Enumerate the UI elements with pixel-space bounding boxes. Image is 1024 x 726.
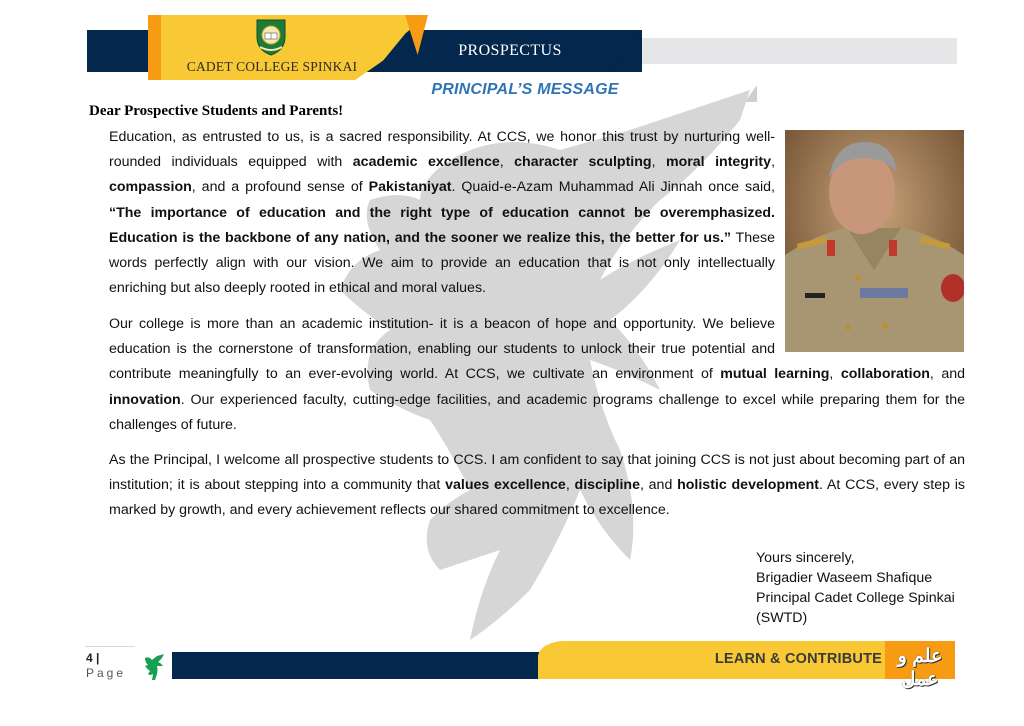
page-label: Page: [86, 666, 127, 680]
signoff-unit: (SWTD): [756, 610, 808, 626]
college-crest-icon: [254, 17, 288, 57]
header-grey-band: [600, 38, 957, 64]
page-number: 4 |: [86, 651, 100, 665]
emphasis-text: mutual learning: [720, 366, 830, 383]
body-text: . Quaid-e-Azam Muhammad Ali Jinnah once said,: [451, 179, 775, 196]
emphasis-text: Pakistaniyat: [368, 179, 452, 196]
body-text: . Our experienced faculty, cutting-edge facilities, and academic programs challenge to excel while preparing them for the challenges of future.: [109, 391, 965, 433]
emphasis-text: collaboration: [840, 366, 930, 383]
section-label: PROSPECTUS: [458, 42, 562, 59]
emphasis-text: innovation: [109, 391, 181, 408]
body-text: , and: [929, 366, 966, 383]
emphasis-text: moral integrity: [665, 154, 772, 171]
emphasis-text: holistic development: [677, 477, 820, 494]
footer-motto: LEARN & CONTRIBUTE: [714, 651, 882, 667]
body-text: Education, as entrusted to us, is a sacred responsibility. At CCS, we honor this trust by nurturing well-rounded individuals equipped with: [109, 129, 775, 171]
page-title: PRINCIPAL’S MESSAGE: [431, 81, 619, 98]
body-text: These words perfectly align with our vision. We aim to provide an education that is not only intellectually enriching but also deeply rooted in ethical and moral values.: [109, 229, 775, 297]
emphasis-text: compassion: [109, 179, 192, 196]
emphasis-text: discipline: [574, 477, 640, 494]
message-paragraph-1: [109, 125, 775, 301]
emphasis-text: values excellence: [445, 477, 566, 494]
header-orange-strip: [148, 15, 161, 80]
body-text: . At CCS, every step is marked by growth, and every achievement reflects our shared commitment to excellence.: [109, 477, 965, 519]
emphasis-text: academic excellence: [352, 154, 500, 171]
body-text: ,: [771, 154, 776, 171]
body-text: ,: [829, 366, 841, 383]
salutation: Dear Prospective Students and Parents!: [89, 103, 344, 119]
page-number-rule: [85, 646, 135, 647]
photo-wrap-spacer: [775, 312, 965, 362]
signoff-closing: Yours sincerely,: [756, 550, 855, 566]
emphasis-text: character sculpting: [514, 154, 652, 171]
signoff-name: Brigadier Waseem Shafique: [756, 570, 933, 586]
message-paragraph-2: [109, 312, 965, 438]
emphasis-text: “The importance of education and the right type of education cannot be overemphasized. Education is the backbone of any nation, and the sooner we realize this, the better for us.”: [109, 204, 775, 246]
college-name: CADET COLLEGE SPINKAI: [186, 59, 358, 74]
body-text: , and: [639, 477, 678, 494]
body-text: , and a profound sense of: [191, 179, 369, 196]
signoff-block: [756, 548, 955, 628]
footer-motto-urdu: علم و عمل: [897, 646, 943, 690]
body-text: Our college is more than an academic institution- it is a beacon of hope and opportunity. We believe education is the cornerstone of transformation, enabling our students to unlock their true potential and contribute meaningfully to an ever-evolving world. At CCS, we cultivate an environment of: [109, 316, 775, 383]
body-text: As the Principal, I welcome all prospective students to CCS. I am confident to say that joining CCS is not just about becoming part of an institution; it is about stepping into a community that: [109, 452, 965, 494]
body-text: ,: [565, 477, 575, 494]
footer-navy-band: [172, 652, 572, 679]
signoff-title: Principal Cadet College Spinkai: [756, 590, 955, 606]
body-text: ,: [499, 154, 515, 171]
body-text: ,: [651, 154, 666, 171]
message-paragraph-3: [109, 448, 965, 524]
pegasus-icon: [143, 654, 165, 680]
